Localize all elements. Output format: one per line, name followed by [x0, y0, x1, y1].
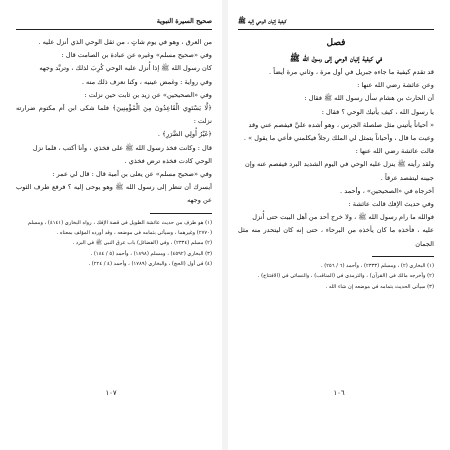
section-subheading: في كيفية إتيان الوحي إلى رسول الله ﷺ	[289, 53, 383, 63]
text-line: قالت عائشة رضي الله عنها :	[355, 147, 434, 156]
right-page-header	[238, 0, 434, 36]
text-line: وفي «صحيح مسلم» عن يعلى بن أمية قال : قال لي عمر :	[52, 170, 212, 179]
right-page-number: ١٠٦	[333, 389, 345, 397]
text-line: وفي «الصحيحين» عن زيد بن ثابت حين نزلت :	[84, 90, 212, 99]
footnote: (١) هو طرف من حديث عائشة الطويل في قصة الإفك ، رواه البخاري (٤١٤١) ، ومسلم	[27, 219, 212, 226]
text-line: وعن عائشة رضي الله عنها :	[357, 81, 434, 90]
right-page-body	[238, 36, 434, 292]
footnote: (١) البخاري (٢) ، ومسلم (٢٣٣٣) ، وأحمد (٦ / ٢٥٦) .	[320, 262, 434, 269]
text-line: وفي حديث الإفك قالت عائشة :	[348, 200, 434, 209]
text-line: الوحي كادت فخذه ترض فخذي .	[124, 156, 212, 165]
footnote: (٢) مسلم (٢٣٣٤) ، وفي (الفضائل) باب عرق النبي ﷺ في البرد .	[72, 240, 212, 247]
text-line: يا رسول الله ، كيف يأتيك الوحي ؟ فقال :	[321, 107, 434, 116]
text-line: عليه ، فأخذه ما كان يأخذه من البرحاء ، حتى إنه كان ليتحدر منه مثل الجمان	[238, 226, 434, 248]
right-running-title: كيفية إتيان الوحي إليه ﷺ	[238, 17, 287, 25]
left-page-header	[16, 0, 212, 36]
text-line: كان رسول الله ﷺ إذا أُنزل عليه الوحي كُرِبَ لذلك ، وتربَّد وجهه	[39, 64, 212, 73]
text-line: قد تقدم كيفية ما جاءه جبريل في أول مرة ، وثاني مرة أيضاً .	[269, 68, 434, 76]
text-line: قال : وكانت فخذ رسول الله ﷺ على فخذي ، وأنا أكتب ، فلما نزل	[32, 143, 212, 152]
footnote-separator	[150, 213, 212, 214]
text-line: ولقد رأيته ﷺ ينزل عليه الوحي في اليوم الشديد البرد فيفصم عنه وإن	[245, 160, 434, 169]
right-header-rule	[238, 29, 434, 30]
right-footnotes	[238, 261, 434, 292]
text-line: وفي رواية : وغمض عينيه ، وكنا نعرف ذلك منه .	[81, 77, 212, 86]
section-heading: فصل	[326, 38, 346, 48]
text-line: ﴿غَيْرُ أُولِي الضَّرَرِ﴾ .	[157, 130, 212, 139]
footnote: (٢) وأخرجه مالك في (القرآن) ، والترمذي في (المناقب) ، والنسائي في (الافتتاح) .	[257, 273, 434, 280]
left-page	[0, 0, 222, 450]
footnote: (٣) سيأتي الحديث بتمامه في موضعه إن شاء الله .	[325, 283, 434, 290]
footnote: (٢٧٧٠) وغيرهما ، وسيأتي بتمامه في موضعه ، وقد أورده المؤلف بمعناه .	[56, 230, 212, 237]
text-line: فوالله ما رام رسول الله ﷺ ، ولا خرج أحد من أهل البيت حتى أُنزل	[252, 213, 434, 222]
text-line: « أحياناً يأتيني مثل صلصلة الجرس ، وهو أشده عليَّ فيفصم عني وقد	[248, 120, 434, 129]
text-line: جبينه ليتفصد عرقاً .	[380, 173, 434, 182]
right-page	[228, 0, 450, 450]
text-line: أيسرك أن تنظر إلى رسول الله ﷺ وهو يوحى إليه ؟ فرفع طرف الثوب عن وجهه	[16, 183, 212, 205]
footnote: (٤) في أول (الحج) ، والبخاري (١٧٨٩) ، وأحمد (٤ / ٢٢٤) .	[88, 261, 212, 268]
text-line: أخرجاه في «الصحيحين» ، وأحمد .	[340, 186, 434, 195]
footnote: (٣) البخاري (٤٥٩٢) ، ومسلم (١٨٩٨) ، وأحمد (٥ / ١٨٤) .	[90, 250, 212, 257]
text-line: أن الحارث بن هشام سأل رسول الله ﷺ فقال :	[304, 94, 434, 103]
footnote-separator	[372, 256, 434, 257]
left-running-title: صحيح السيرة النبوية	[156, 17, 212, 25]
text-line: ﴿لَّا يَسْتَوِي الْقَاعِدُونَ مِنَ الْمُؤْمِنِينَ﴾ فلما شكى ابن أم مكتوم ضرارته نزلت :	[16, 104, 212, 126]
text-line: وفي «صحيح مسلم» وغيره عن عبادة بن الصامت قال :	[61, 51, 212, 60]
text-line: من العرق ، وهو في يوم شاتٍ ، من ثقل الوحي الذي أنزل عليه .	[38, 38, 212, 46]
text-line: وعيت ما قال ، وأحياناً يتمثل لي الملك رجلاً فيكلمني فأعي ما يقول » .	[243, 134, 434, 143]
left-footnotes	[16, 218, 212, 270]
left-page-number: ١٠٧	[105, 389, 117, 397]
left-page-body	[16, 36, 212, 270]
left-header-rule	[16, 29, 212, 30]
